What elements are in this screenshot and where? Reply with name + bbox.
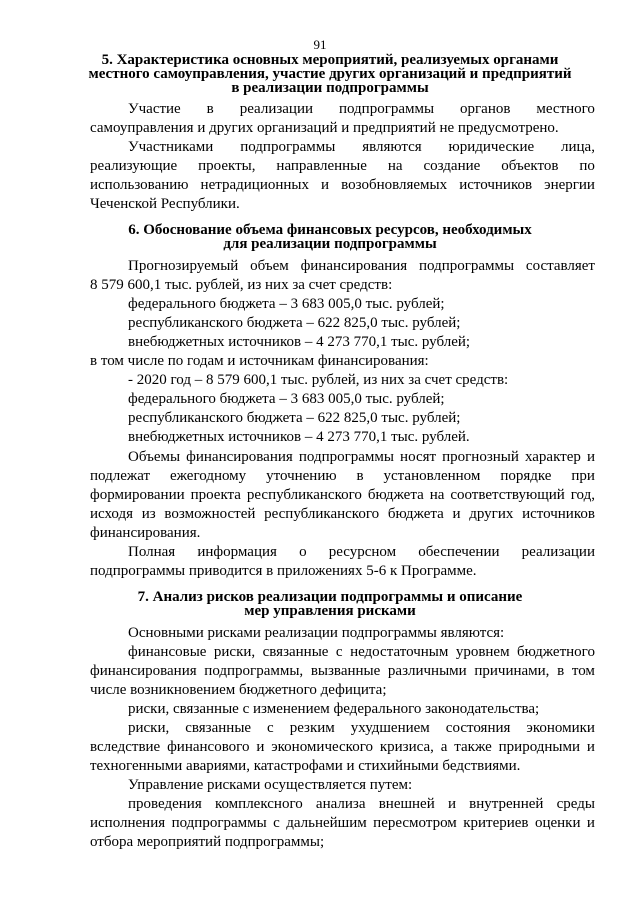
- s6-line-9: республиканского бюджета – 622 825,0 тыс. рублей;: [128, 410, 461, 426]
- s6-line-11: Объемы финансирования подпрограммы носят прогнозный характер и: [128, 449, 595, 465]
- s7-line-8: техногенными авариями, катастрофами и стихийными бедствиями.: [90, 758, 521, 774]
- s7-line-7: вследствие финансового и экономического кризиса, а также природными и: [90, 739, 595, 755]
- s5-paragraph-1-line-1: Участие в реализации подпрограммы органов местного: [128, 101, 595, 117]
- page-number: 91: [313, 37, 327, 52]
- s5-paragraph-2-line-3: использованию нетрадиционных и возобновляемых источников энергии: [90, 177, 595, 193]
- s7-line-3: финансирования подпрограммы, вызванные различными причинами, в том: [90, 663, 595, 679]
- s5-paragraph-2-line-4: Чеченской Республики.: [90, 196, 240, 212]
- s6-line-12: подлежат ежегодному уточнению в установленном порядке при: [90, 468, 595, 484]
- s6-line-14: исходя из возможностей республиканского бюджета и других источников: [90, 506, 595, 522]
- section-5-heading-line-1: 5. Характеристика основных мероприятий, реализуемых органами: [101, 52, 559, 68]
- section-6-heading-line-2: для реализации подпрограммы: [223, 236, 437, 252]
- section-6-heading-line-1: 6. Обоснование объема финансовых ресурсов, необходимых: [128, 222, 532, 238]
- s6-line-5: внебюджетных источников – 4 273 770,1 тыс. рублей;: [128, 334, 471, 350]
- s6-line-13: формировании проекта республиканского бюджета на соответствующий год,: [90, 487, 595, 503]
- section-7-heading-line-1: 7. Анализ рисков реализации подпрограммы и описание: [137, 589, 523, 605]
- s6-line-17: подпрограммы приводится в приложениях 5-6 к Программе.: [90, 563, 477, 579]
- s7-line-12: отбора мероприятий подпрограммы;: [90, 834, 325, 850]
- s7-line-9: Управление рисками осуществляется путем:: [128, 777, 413, 793]
- s7-line-1: Основными рисками реализации подпрограммы являются:: [128, 625, 505, 641]
- s6-line-6: в том числе по годам и источникам финансирования:: [90, 353, 429, 369]
- s5-paragraph-2-line-1: Участниками подпрограммы являются юридические лица,: [128, 139, 595, 155]
- s7-line-2: финансовые риски, связанные с недостаточным уровнем бюджетного: [128, 644, 595, 660]
- section-5-heading-line-2: местного самоуправления, участие других организаций и предприятий: [88, 66, 572, 82]
- s6-line-15: финансирования.: [90, 525, 201, 541]
- s6-line-8: федерального бюджета – 3 683 005,0 тыс. рублей;: [128, 391, 445, 407]
- s6-line-1: Прогнозируемый объем финансирования подпрограммы составляет: [128, 258, 595, 274]
- s7-line-4: числе возникновением бюджетного дефицита;: [90, 682, 387, 698]
- s6-line-2: 8 579 600,1 тыс. рублей, из них за счет средств:: [90, 277, 393, 293]
- s6-line-4: республиканского бюджета – 622 825,0 тыс. рублей;: [128, 315, 461, 331]
- s7-line-10: проведения комплексного анализа внешней и внутренней среды: [128, 796, 595, 812]
- section-7-heading-line-2: мер управления рисками: [244, 603, 416, 619]
- s7-line-11: исполнения подпрограммы с дальнейшим пересмотром критериев оценки и: [90, 815, 595, 831]
- s6-line-10: внебюджетных источников – 4 273 770,1 тыс. рублей.: [128, 429, 470, 445]
- s7-line-5: риски, связанные с изменением федерального законодательства;: [128, 701, 540, 717]
- s5-paragraph-2-line-2: реализующие проекты, направленные на создание объектов по: [90, 158, 595, 174]
- s6-line-16: Полная информация о ресурсном обеспечении реализации: [128, 544, 595, 560]
- s6-line-7: - 2020 год – 8 579 600,1 тыс. рублей, из них за счет средств:: [128, 372, 509, 388]
- section-5-heading-line-3: в реализации подпрограммы: [231, 80, 429, 96]
- s7-line-6: риски, связанные с резким ухудшением состояния экономики: [128, 720, 595, 736]
- s6-line-3: федерального бюджета – 3 683 005,0 тыс. рублей;: [128, 296, 445, 312]
- s5-paragraph-1-line-2: самоуправления и других организаций и предприятий не предусмотрено.: [90, 120, 559, 136]
